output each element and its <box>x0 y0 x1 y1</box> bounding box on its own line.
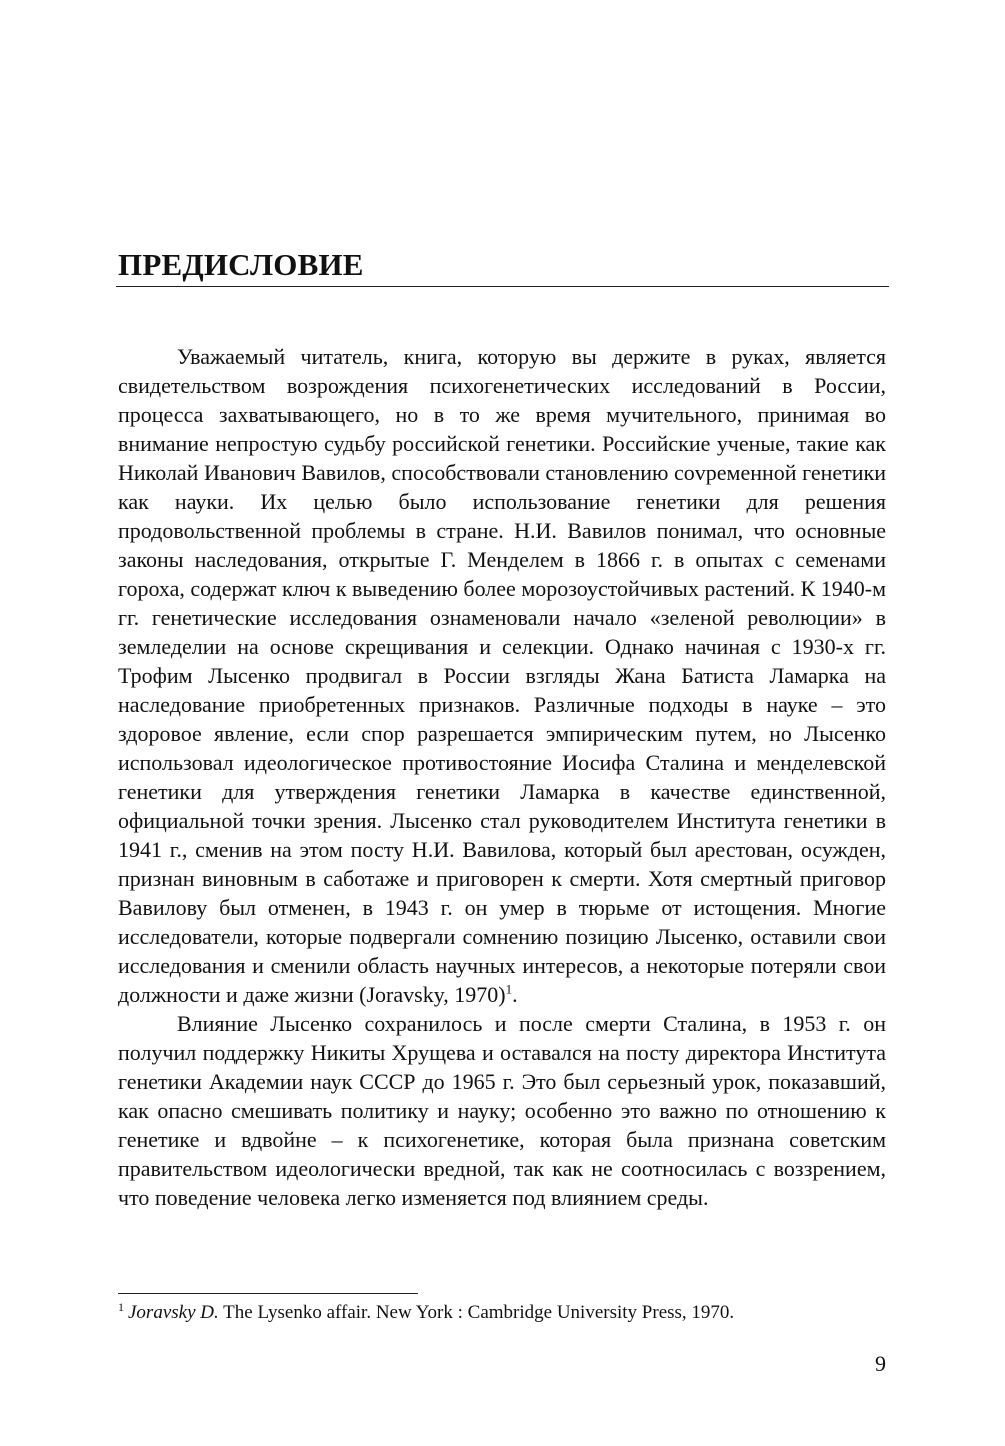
paragraph-1 <box>118 342 886 1009</box>
footnote-text: The Lysenko affair. New York : Cambridge University Press, 1970. <box>218 1302 735 1323</box>
footnote-author: Joravsky D. <box>128 1302 219 1323</box>
paragraph-2-text: Влияние Лысенко сохранилось и после смерти Сталина, в 1953 г. он получил поддержку Никиты Хрущева и оставался на посту директора Института генетики Академии наук СССР до 1965 г. Это был серьезный урок, показавший, как опасно смешивать политику и науку; особенно это важно по отношению к генетике и вдвойне – к психогенетике, которая была признана советским правительством идеологически вредной, так как не соотносилась с воззрением, что поведение человека легко изменяется под влиянием среды. <box>118 1011 886 1210</box>
heading-underline <box>116 286 889 287</box>
paragraph-2 <box>118 1009 886 1212</box>
footnote-marker: 1 <box>118 1299 124 1314</box>
footnote-separator <box>118 1293 418 1294</box>
chapter-heading: ПРЕДИСЛОВИЕ <box>118 247 364 282</box>
paragraph-1-text: Уважаемый читатель, книга, которую вы держите в руках, является свидетельством возрождения психогенетических исследований в России, процесса захватывающего, но в то же время мучительного, принимая во внимание непростую судьбу российской генетики. Российские ученые, такие как Николай Иванович Вавилов, способствовали становлению соvременной генетики как науки. Их целью было использование генетики для решения продовольственной проблемы в стране. Н.И. Вавилов понимал, что основные законы наследования, открытые Г. Менделем в 1866 г. в опытах с семенами гороха, содержат ключ к выведению более морозоустойчивых растений. К 1940-м гг. генетические исследования ознаменовали начало «зеленой революции» в земледелии на основе скрещивания и селекции. Однако начиная с 1930-х гг. Трофим Лысенко продвигал в России взгляды Жана Батиста Ламарка на наследование приобретенных признаков. Различные подходы в науке – это здоровое явление, если спор разрешается эмпирическим путем, но Лысенко использовал идеологическое противостояние Иосифа Сталина и менделевской генетики для утверждения генетики Ламарка в качестве единственной, официальной точки зрения. Лысенко стал руководителем Института генетики в 1941 г., сменив на этом посту Н.И. Вавилова, который был арестован, осужден, признан виновным в саботаже и приговорен к смерти. Хотя смертный приговор Вавилову был отменен, в 1943 г. он умер в тюрьме от истощения. Многие исследователи, которые подвергали сомнению позицию Лысенко, оставили свои исследования и сменили область научных интересов, а некоторые потеряли свои должности и даже жизни (Joravsky, 1970) <box>118 344 886 1007</box>
footnote <box>118 1300 888 1326</box>
footnote-reference[interactable]: 1 <box>505 981 513 997</box>
body-text <box>118 342 886 1212</box>
page-number: 9 <box>875 1351 886 1376</box>
paragraph-1-tail: . <box>512 982 518 1007</box>
